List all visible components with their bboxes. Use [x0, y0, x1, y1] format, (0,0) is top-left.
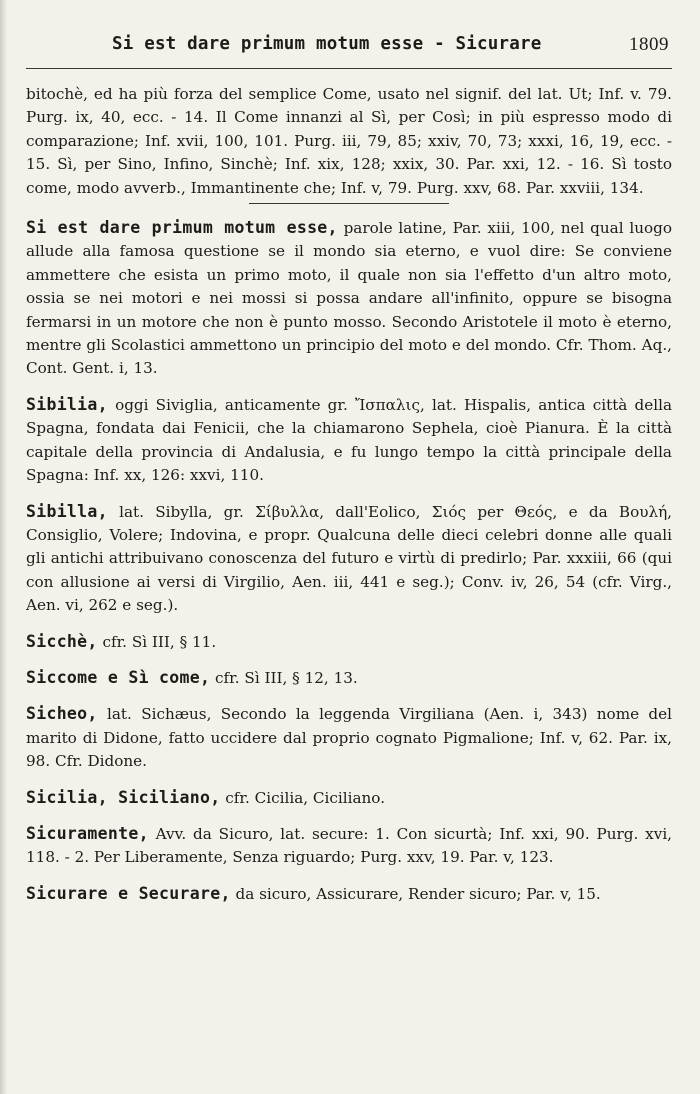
entry-headword: Si est dare primum motum esse, [26, 218, 338, 238]
dictionary-column [26, 83, 672, 906]
entry-headword: Sicchè, [26, 631, 98, 651]
entry-text: Avv. da Sicuro, lat. secure: 1. Con sicurtà; Inf. xxi, 90. Purg. xvi, 118. - 2. Per Liberamente, Senza riguardo; Purg. xxv, 19. Par. v, 123. [26, 824, 673, 867]
entry-text: lat. Sibylla, gr. Σίβυλλα, dall'Eolico, Σιός per Θεός, e da Βουλή, Consiglio, Volere; Indovina, e propr. Qualcuna delle dieci celebri donne alle quali gli antichi attribuivano conoscenza del futuro e virtù di predirlo; Par. xxxiii, 66 (qui con allusione ai versi di Virgilio, Aen. iii, 441 e seg.); Conv. iv, 26, 54 (cfr. Virg., Aen. vi, 262 e seg.). [26, 502, 672, 615]
entry-si-est-dare [26, 216, 672, 381]
entry-sicilia [26, 786, 672, 810]
entry-text: oggi Siviglia, anticamente gr. Ἴσπαλις, lat. Hispalis, antica città della Spagna, fondata dai Fenicii, che la chiamarono Sephela, cioè Pianura. È la città capitale della provincia di Andalusia, e fu lungo tempo la città principale della Spagna: Inf. xx, 126: xxvi, 110. [26, 395, 673, 485]
entry-sicheo [26, 702, 672, 773]
entry-headword: Sicilia, Siciliano, [26, 787, 221, 807]
entry-text: parole latine, Par. xiii, 100, nel qual luogo allude alla famosa questione se il mondo sia eterno, e vuol dire: Se conviene ammettere che esista un primo moto, il quale non sia l'effetto d'un altro moto, ossia se nei motori e nei mossi si possa andare all'infinito, oppure se bisogna fermarsi in un motore che non è punto mosso. Secondo Aristotele il moto è eterno, mentre gli Scolastici ammettono un principio del moto e del mondo. Cfr. Thom. Aq., Cont. Gent. i, 13. [26, 219, 672, 378]
entry-sibilla [26, 500, 672, 618]
header-rule [26, 68, 672, 69]
section-divider [249, 203, 449, 204]
entry-sicche [26, 630, 672, 654]
entry-siccome [26, 666, 672, 690]
entry-headword: Sicuramente, [26, 823, 149, 843]
page-header [26, 34, 671, 62]
entry-sicurare [26, 882, 672, 906]
entry-headword: Sibilia, [26, 394, 108, 414]
page-edge-shadow [0, 0, 7, 1094]
entry-continuation [26, 83, 672, 200]
entry-text: cfr. Sì III, § 11. [102, 632, 217, 651]
running-title: Si est dare primum motum esse - Sicurare [112, 34, 542, 54]
entry-text: cfr. Sì III, § 12, 13. [215, 668, 358, 687]
entry-headword: Sicheo, [26, 704, 98, 724]
entry-headword: Sibilla, [26, 501, 108, 521]
page-number: 1809 [629, 34, 669, 55]
entry-sicuramente [26, 822, 672, 870]
entry-text: da sicuro, Assicurare, Render sicuro; Par. v, 15. [235, 884, 601, 903]
entry-text: bitochè, ed ha più forza del semplice Come, usato nel signif. del lat. Ut; Inf. v. 79. Purg. ix, 40, ecc. - 14. Il Come innanzi al Sì, per Così; in più espresso modo di comparazione; Inf. xvii, 100, 101. Purg. iii, 79, 85; xxiv, 70, 73; xxxi, 16, 19, ecc. - 15. Sì, per Sino, Infino, Sinchè; Inf. xix, 128; xxix, 30. Par. xxi, 12. - 16. Sì tosto come, modo avverb., Immantinente che; Inf. v, 79. Purg. xxv, 68. Par. xxviii, 134. [26, 85, 672, 197]
entry-sibilia [26, 393, 672, 488]
entry-headword: Siccome e Sì come, [26, 667, 211, 687]
entry-text: lat. Sichæus, Secondo la leggenda Virgiliana (Aen. i, 343) nome del marito di Didone, fatto uccidere dal proprio cognato Pigmalione; Inf. v, 62. Par. ix, 98. Cfr. Didone. [26, 705, 672, 771]
entry-headword: Sicurare e Securare, [26, 883, 231, 903]
entry-text: cfr. Cicilia, Ciciliano. [225, 788, 386, 807]
